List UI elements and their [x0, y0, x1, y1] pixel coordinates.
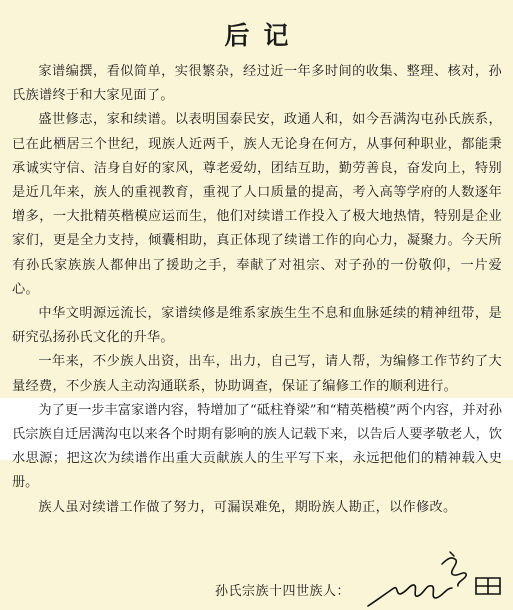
handwritten-signature: [360, 548, 510, 610]
document-body: [12, 60, 502, 520]
paragraph-contributions: 一年来，不少族人出资，出车，出力，自己写，请人帮，为编修工作节约了大量经费，不少族人主动沟通联系，协助调查，保证了编修工作的顺利进行。: [12, 354, 502, 394]
paragraph-closing: 族人虽对续谱工作做了努力，可漏误难免，期盼族人勘正，以作修改。: [38, 499, 457, 515]
paragraph-content: 为了更一步丰富家谱内容，特增加了“砥柱脊梁”和“精英楷模”两个内容，并对孙氏宗族自迁居满沟屯以来各个时期有影响的族人记载下来，以告后人要孝敬老人，饮水思源；把这次为续谱作出重大贡献族人的生平写下来，永远把他们的精神载入史册。: [12, 402, 502, 491]
paragraph-intro: 家谱编撰，看似简单，实很繁杂，经过近一年多时间的收集、整理、核对，孙氏族谱终于和大家见面了。: [12, 64, 502, 104]
paragraph-prosperity: 盛世修志，家和续谱。以表明国泰民安，政通人和，如今吾满沟屯孙氏族系，已在此栖居三个世纪，现族人近两千，族人无论身在何方，从事何种职业，都能秉承诚实守信、洁身自好的家风，尊老爱幼，团结互助，勤劳善良，奋发向上，特别是近几年来，族人的重视教育，重视了人口质量的提高，考入高等学府的人数逐年增多，一大批精英楷模应运而生，他们对续谱工作投入了极大地热情，特别是企业家们，更是全力支持，倾囊相助，真正体现了续谱工作的向心力，凝聚力。今天所有孙氏家族族人都伸出了援助之手，奉献了对祖宗、对子孙的一份敬仰，一片爱心。: [12, 112, 502, 297]
page-title: 后记: [224, 21, 303, 50]
signature-label: 孙氏宗族十四世族人：: [215, 584, 351, 599]
paragraph-civilization: 中华文明源远流长，家谱续修是维系家族生生不息和血脉延续的精神纽带，是研究弘扬孙氏文化的升华。: [12, 306, 502, 346]
